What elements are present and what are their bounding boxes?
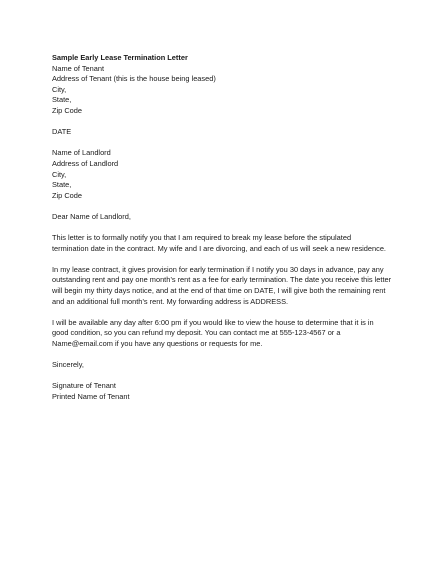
printed-name-line: Printed Name of Tenant xyxy=(52,392,130,401)
tenant-name: Name of Tenant xyxy=(52,63,105,73)
paragraph-line: will begin my thirty days notice, and at the end of that time on DATE, I will give both the remaining rent xyxy=(52,286,386,296)
landlord-address-block xyxy=(52,148,400,201)
spacer xyxy=(52,138,400,149)
landlord-zip: Zip Code xyxy=(52,190,82,200)
letter-date: DATE xyxy=(52,127,72,137)
signature-line: Signature of Tenant xyxy=(52,381,116,391)
paragraph-contact xyxy=(52,318,400,350)
spacer xyxy=(52,223,400,234)
spacer xyxy=(52,117,400,128)
paragraph-line: Name@email.com if you have any questions or requests for me. xyxy=(52,339,263,349)
paragraph-line: termination date in the contract. My wife and I are divorcing, and each of us will seek a new residence. xyxy=(52,243,386,253)
spacer xyxy=(52,307,400,318)
landlord-name: Name of Landlord xyxy=(52,148,111,158)
tenant-address: Address of Tenant (this is the house being leased) xyxy=(52,74,216,84)
paragraph-line: This letter is to formally notify you that I am required to break my lease before the stipulated xyxy=(52,233,352,243)
spacer xyxy=(52,350,400,361)
tenant-state: State, xyxy=(52,95,72,105)
paragraph-line: I will be available any day after 6:00 pm if you would like to view the house to determine that it is in xyxy=(52,317,374,327)
paragraph-line: good condition, so you can refund my deposit. You can contact me at 555-123-4567 or a xyxy=(52,328,341,338)
spacer xyxy=(52,201,400,212)
paragraph-line: outstanding rent and pay one month’s rent as a fee for early termination. The date you receive this letter xyxy=(52,275,392,285)
landlord-state: State, xyxy=(52,180,72,190)
paragraph-terms xyxy=(52,265,400,307)
tenant-city: City, xyxy=(52,84,67,94)
paragraph-line: In my lease contract, it gives provision for early termination if I notify you 30 days in advance, pay any xyxy=(52,264,384,274)
paragraph-line: and an additional full month’s rent. My forwarding address is ADDRESS. xyxy=(52,296,289,306)
spacer xyxy=(52,371,400,382)
landlord-city: City, xyxy=(52,169,67,179)
spacer xyxy=(52,254,400,265)
salutation: Dear Name of Landlord, xyxy=(52,211,131,221)
tenant-address-block xyxy=(52,64,400,117)
closing: Sincerely, xyxy=(52,360,84,370)
signature-block xyxy=(52,381,400,402)
landlord-address: Address of Landlord xyxy=(52,158,119,168)
tenant-zip: Zip Code xyxy=(52,105,82,115)
letter-title: Sample Early Lease Termination Letter xyxy=(52,53,188,62)
paragraph-reason xyxy=(52,233,400,254)
